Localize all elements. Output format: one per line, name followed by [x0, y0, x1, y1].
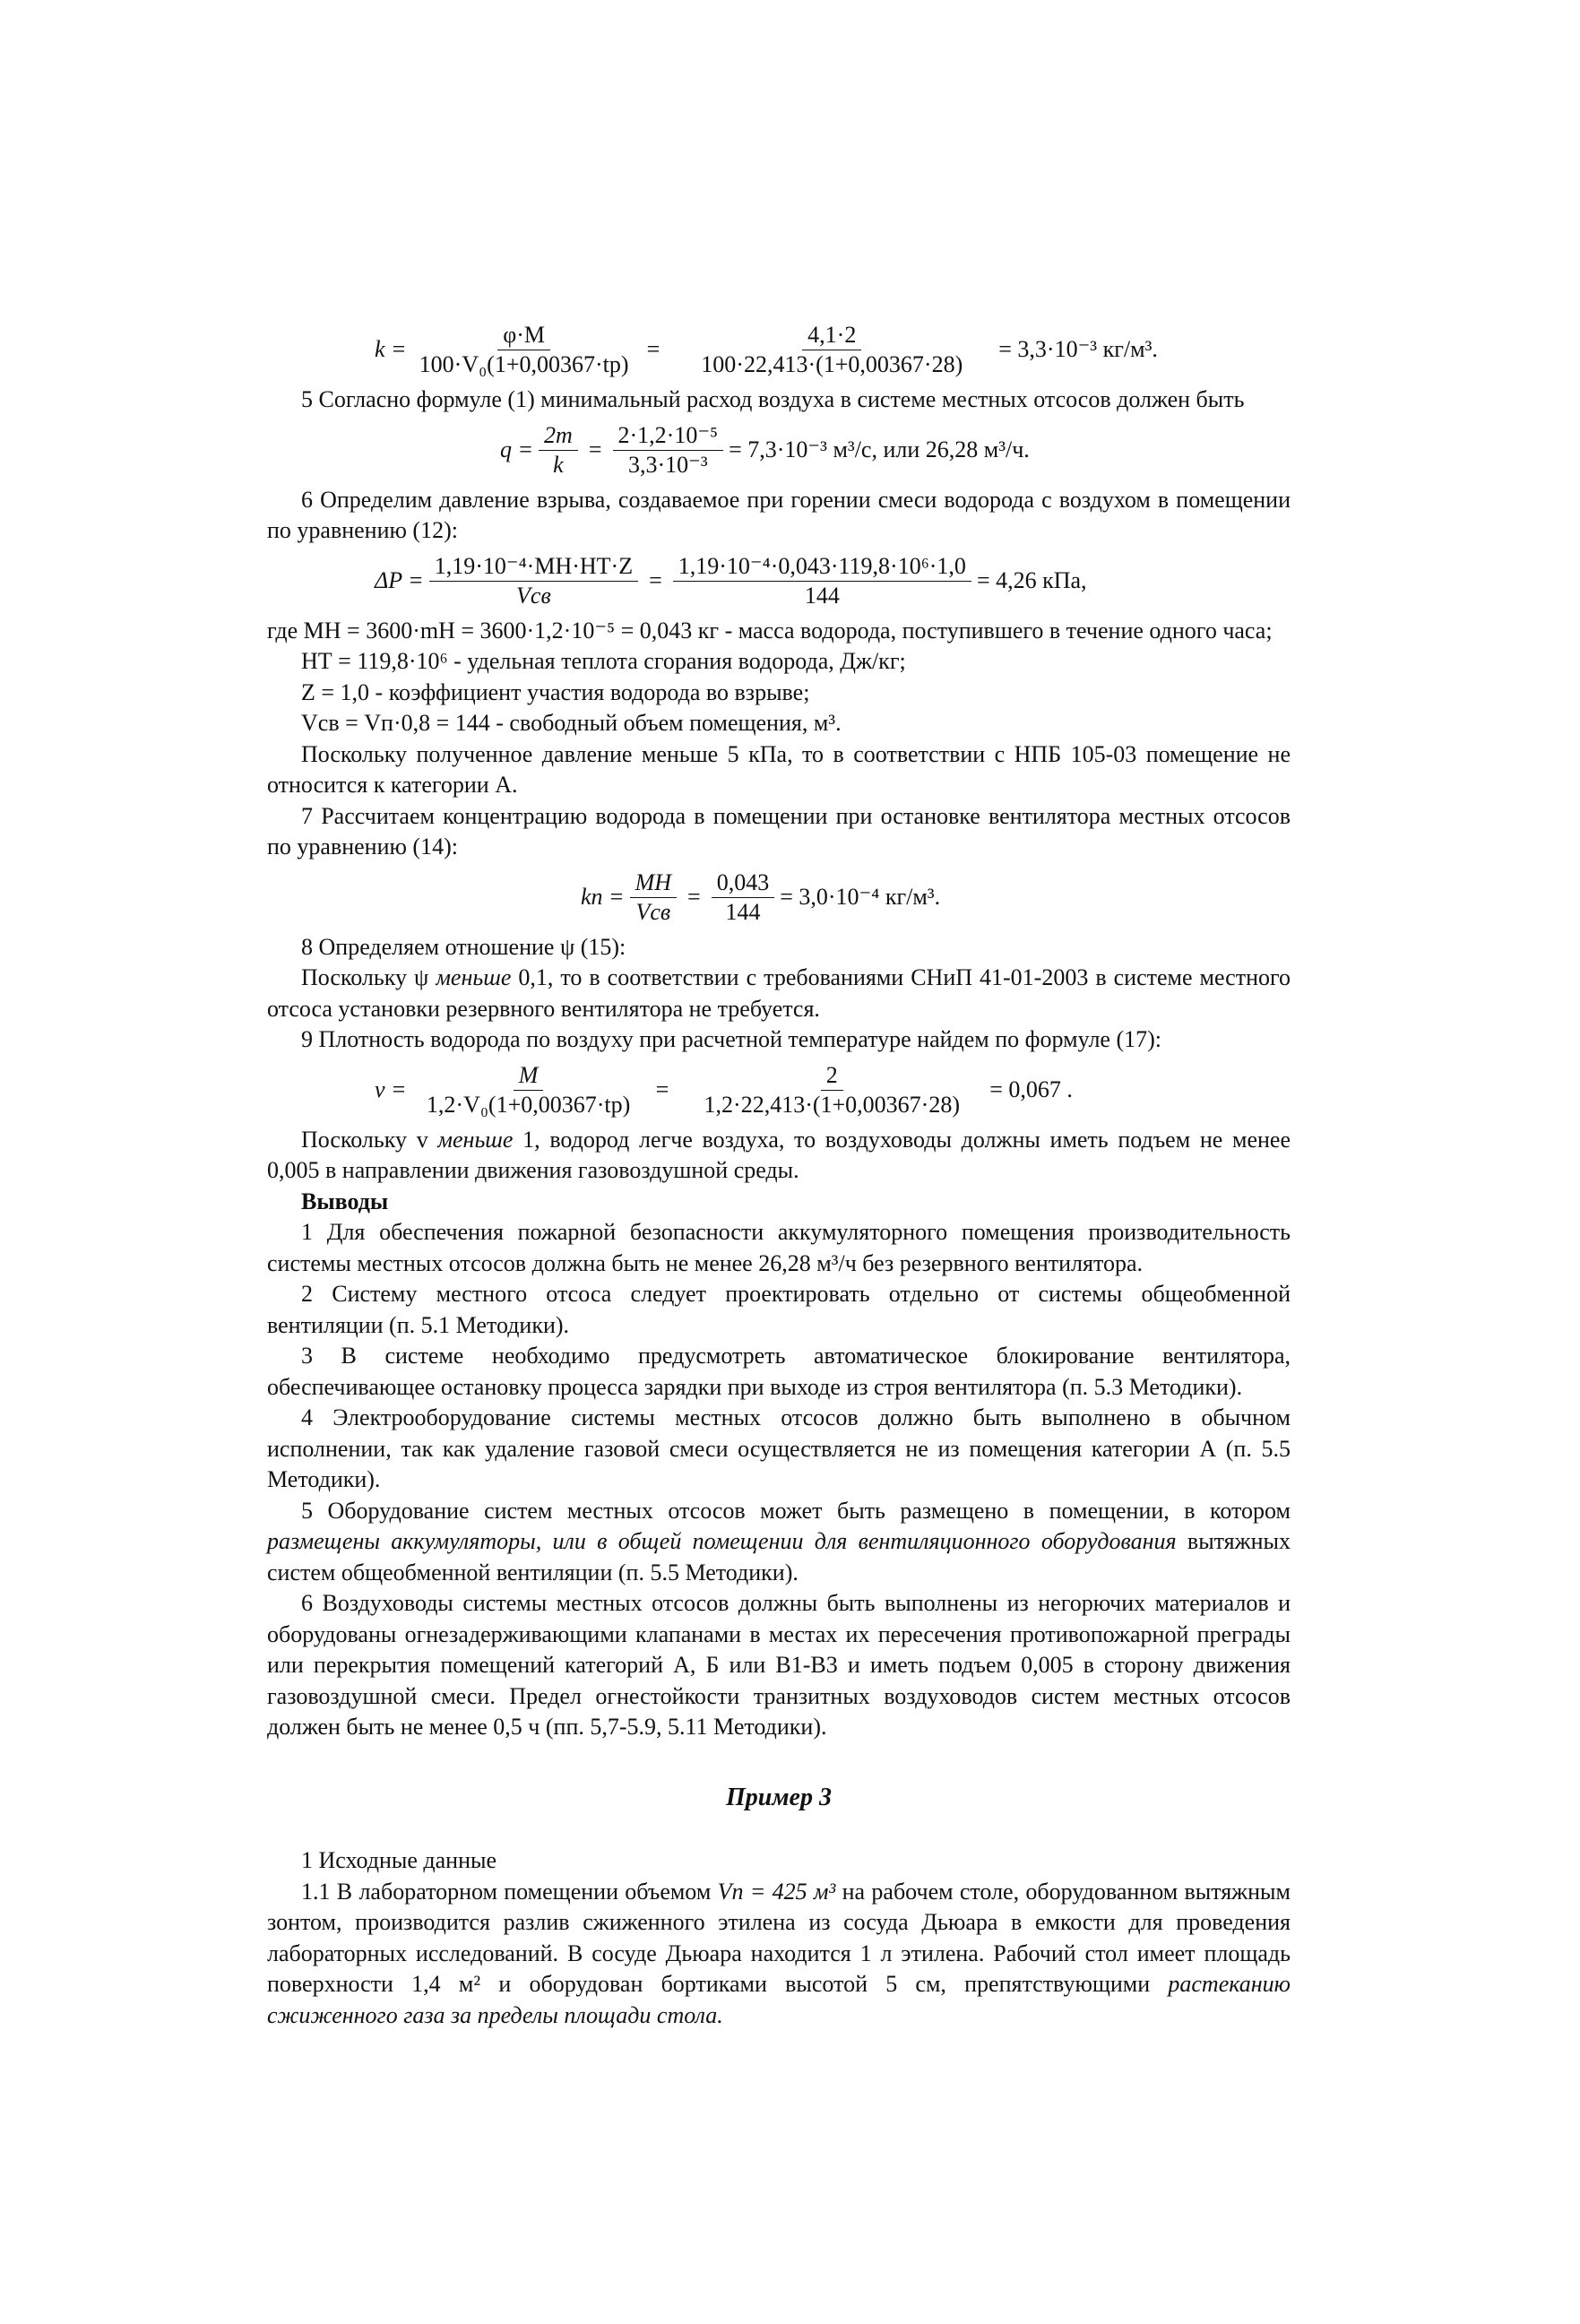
conclusion-3: 3 В системе необходимо предусмотреть автоматическое блокирование вентилятора, обеспечивающее остановку процесса зарядки при выходе из строя вентилятора (п. 5.3 Методики).	[267, 1343, 1291, 1400]
numerator: MН	[630, 868, 677, 898]
equation-result: = 4,26 кПа,	[976, 566, 1087, 593]
fraction	[630, 868, 677, 927]
numerator: 1,19·10⁻⁴·MН·HТ·Z	[429, 552, 638, 582]
paragraph-1-1: 1.1 В лабораторном помещении объемом Vп = 425 м³ на рабочем столе, оборудованном вытяжным зонтом, производится разлив сжиженного этилена из сосуда Дьюара в емкости для проведения лабораторных исследований. В сосуде Дьюара находится 1 л этилена. Рабочий стол имеет площадь поверхности 1,4 м² и оборудован бортиками высотой 5 см, препятствующими растеканию сжиженного газа за пределы площади стола.	[267, 1878, 1291, 2028]
fraction	[613, 421, 724, 479]
denominator: 1,2·22,413·(1+0,00367·28)	[704, 1091, 960, 1118]
numerator: φ·M	[497, 321, 550, 350]
numerator: 2m	[539, 421, 578, 451]
denominator: 100·22,413·(1+0,00367·28)	[701, 351, 963, 377]
fraction	[539, 421, 578, 479]
equation-lhs: ΔP =	[375, 566, 424, 593]
conclusions-heading: Выводы	[301, 1188, 389, 1214]
numerator: 0,043	[712, 868, 775, 898]
paragraph-since-1: Поскольку полученное давление меньше 5 кПа, то в соответствии с НПБ 105-03 помещение не относится к категории А.	[267, 740, 1291, 798]
equation-k: k = $\frac{\varphi\cdot M}{\text{100·V₀(1+0,00367·tр)}}$ = $\frac{4,1\cdot 2}{100\cdot 22,413\cdot(1+0,00367\cdot 28)}$ = 3,3·10⁻³ кг/м³.	[375, 322, 1158, 377]
fraction	[670, 321, 993, 379]
numerator: 2·1,2·10⁻⁵	[613, 421, 724, 451]
fraction	[412, 1061, 645, 1119]
fraction	[673, 552, 971, 610]
document-body	[267, 315, 1291, 2031]
paragraph-8: 8 Определяем отношение ψ (15):	[301, 933, 626, 960]
fraction	[679, 1061, 984, 1119]
conclusion-4: 4 Электрооборудование системы местных отсосов должно быть выполнено в обычном исполнении, так как удаление газовой смеси осуществляется не из помещения категории А (п. 5.5 Методики).	[267, 1404, 1291, 1492]
paragraph-5: 5 Согласно формуле (1) минимальный расход воздуха в системе местных отсосов должен быть	[301, 386, 1245, 412]
where-mh: где MН = 3600·mН = 3600·1,2·10⁻⁵ = 0,043 кг - масса водорода, поступившего в течение одного часа;	[267, 617, 1273, 644]
numerator: M	[514, 1061, 544, 1091]
denominator: 144	[725, 898, 761, 925]
conclusion-5: 5 Оборудование систем местных отсосов может быть размещено в помещении, в котором размещены аккумуляторы, или в общей помещении для вентиляционного оборудования вытяжных систем общеобменной вентиляции (п. 5.5 Методики).	[267, 1497, 1291, 1585]
equation-v: v = $\frac{M}{\text{1,2·V₀(1+0,00367·tр)}}$ = $\frac{2}{1,2\cdot 22,413\cdot(1+0,00367\cdot 28)}$ = 0,067 .	[375, 1061, 1073, 1118]
where-vsv: Vсв = Vп·0,8 = 144 - свободный объем помещения, м³.	[301, 710, 842, 736]
conclusion-6: 6 Воздуховоды системы местных отсосов должны быть выполнены из негорючих материалов и оборудованы огнезадерживающими клапанами в местах их пересечения противопожарной преграды или перекрытия помещений категорий А, Б или В1-В3 и иметь подъем 0,005 в сторону движения газовоздушной смеси. Предел огнестойкости транзитных воздуховодов систем местных отсосов должен быть не менее 0,5 ч (пп. 5,7-5.9, 5.11 Методики).	[267, 1590, 1291, 1740]
numerator: 2	[821, 1061, 843, 1091]
fraction	[712, 868, 775, 927]
paragraph-since-3: Поскольку v меньше 1, водород легче воздуха, то воздуховоды должны иметь подъем не менее 0,005 в направлении движения газовоздушной среды.	[267, 1126, 1291, 1183]
paragraph-7: 7 Рассчитаем концентрацию водорода в помещении при остановке вентилятора местных отсосов по уравнению (14):	[267, 802, 1291, 860]
numerator: 4,1·2	[802, 321, 861, 350]
denominator: k	[553, 451, 564, 478]
equation-result: = 0,067 .	[989, 1076, 1073, 1102]
where-ht: HТ = 119,8·10⁶ - удельная теплота сгорания водорода, Дж/кг;	[301, 648, 906, 674]
equation-result: = 7,3·10⁻³ м³/с, или 26,28 м³/ч.	[729, 436, 1030, 462]
paragraph-9: 9 Плотность водорода по воздуху при расчетной температуре найдем по формуле (17):	[301, 1026, 1161, 1052]
where-z: Z = 1,0 - коэффициент участия водорода во взрыве;	[301, 678, 810, 705]
paragraph-6: 6 Определим давление взрыва, создаваемое при горении смеси водорода с воздухом в помещении по уравнению (12):	[267, 486, 1291, 543]
section-1-title: 1 Исходные данные	[301, 1847, 496, 1873]
equation-lhs: k =	[375, 336, 407, 363]
numerator: 1,19·10⁻⁴·0,043·119,8·10⁶·1,0	[673, 552, 971, 582]
conclusion-2: 2 Систему местного отсоса следует проектировать отдельно от системы общеобменной вентиляции (п. 5.1 Методики).	[267, 1281, 1291, 1338]
equation-pressure: ΔP = $\frac{\text{1,19·10⁻⁴·MН·HТ·Z}}{\text{Vсв}}$ = $\frac{\text{1,19·10⁻⁴·0,043·119,8·10⁶·1,0}}{144}$ = 4,26 кПа,	[375, 552, 1087, 609]
denominator: 3,3·10⁻³	[627, 451, 708, 478]
paragraph-since-2: Поскольку ψ меньше 0,1, то в соответствии с требованиями СНиП 41-01-2003 в системе местного отсоса установки резервного вентилятора не требуется.	[267, 964, 1291, 1022]
equation-lhs: v =	[375, 1076, 407, 1102]
equation-result: = 3,3·10⁻³ кг/м³.	[998, 336, 1158, 363]
fraction	[429, 552, 638, 610]
example-title: Пример 3	[726, 1783, 832, 1811]
equation-lhs: kn =	[581, 883, 625, 910]
equation-lhs: q =	[500, 436, 534, 462]
denominator: 144	[804, 582, 840, 609]
equation-kn: kn = $\frac{MН}{\text{Vсв}}$ = $\frac{0,043}{144}$ = 3,0·10⁻⁴ кг/м³.	[581, 868, 941, 925]
denominator: Vсв	[516, 582, 551, 609]
fraction	[412, 321, 636, 379]
denominator: 1,2·V₀(1+0,00367·tр)	[426, 1091, 631, 1118]
conclusion-1: 1 Для обеспечения пожарной безопасности аккумуляторного помещения производительность системы местных отсосов должна быть не менее 26,28 м³/ч без резервного вентилятора.	[267, 1219, 1291, 1276]
denominator: Vсв	[635, 898, 671, 925]
equation-q: q = $\frac{2m}{k}$ = $\frac{\text{2·1,2·10⁻⁵}}{\text{3,3·10⁻³}}$ = 7,3·10⁻³ м³/с, или 26,28 м³/ч.	[500, 421, 1030, 478]
equation-result: = 3,0·10⁻⁴ кг/м³.	[780, 883, 941, 910]
denominator: 100·V₀(1+0,00367·tр)	[419, 351, 629, 377]
